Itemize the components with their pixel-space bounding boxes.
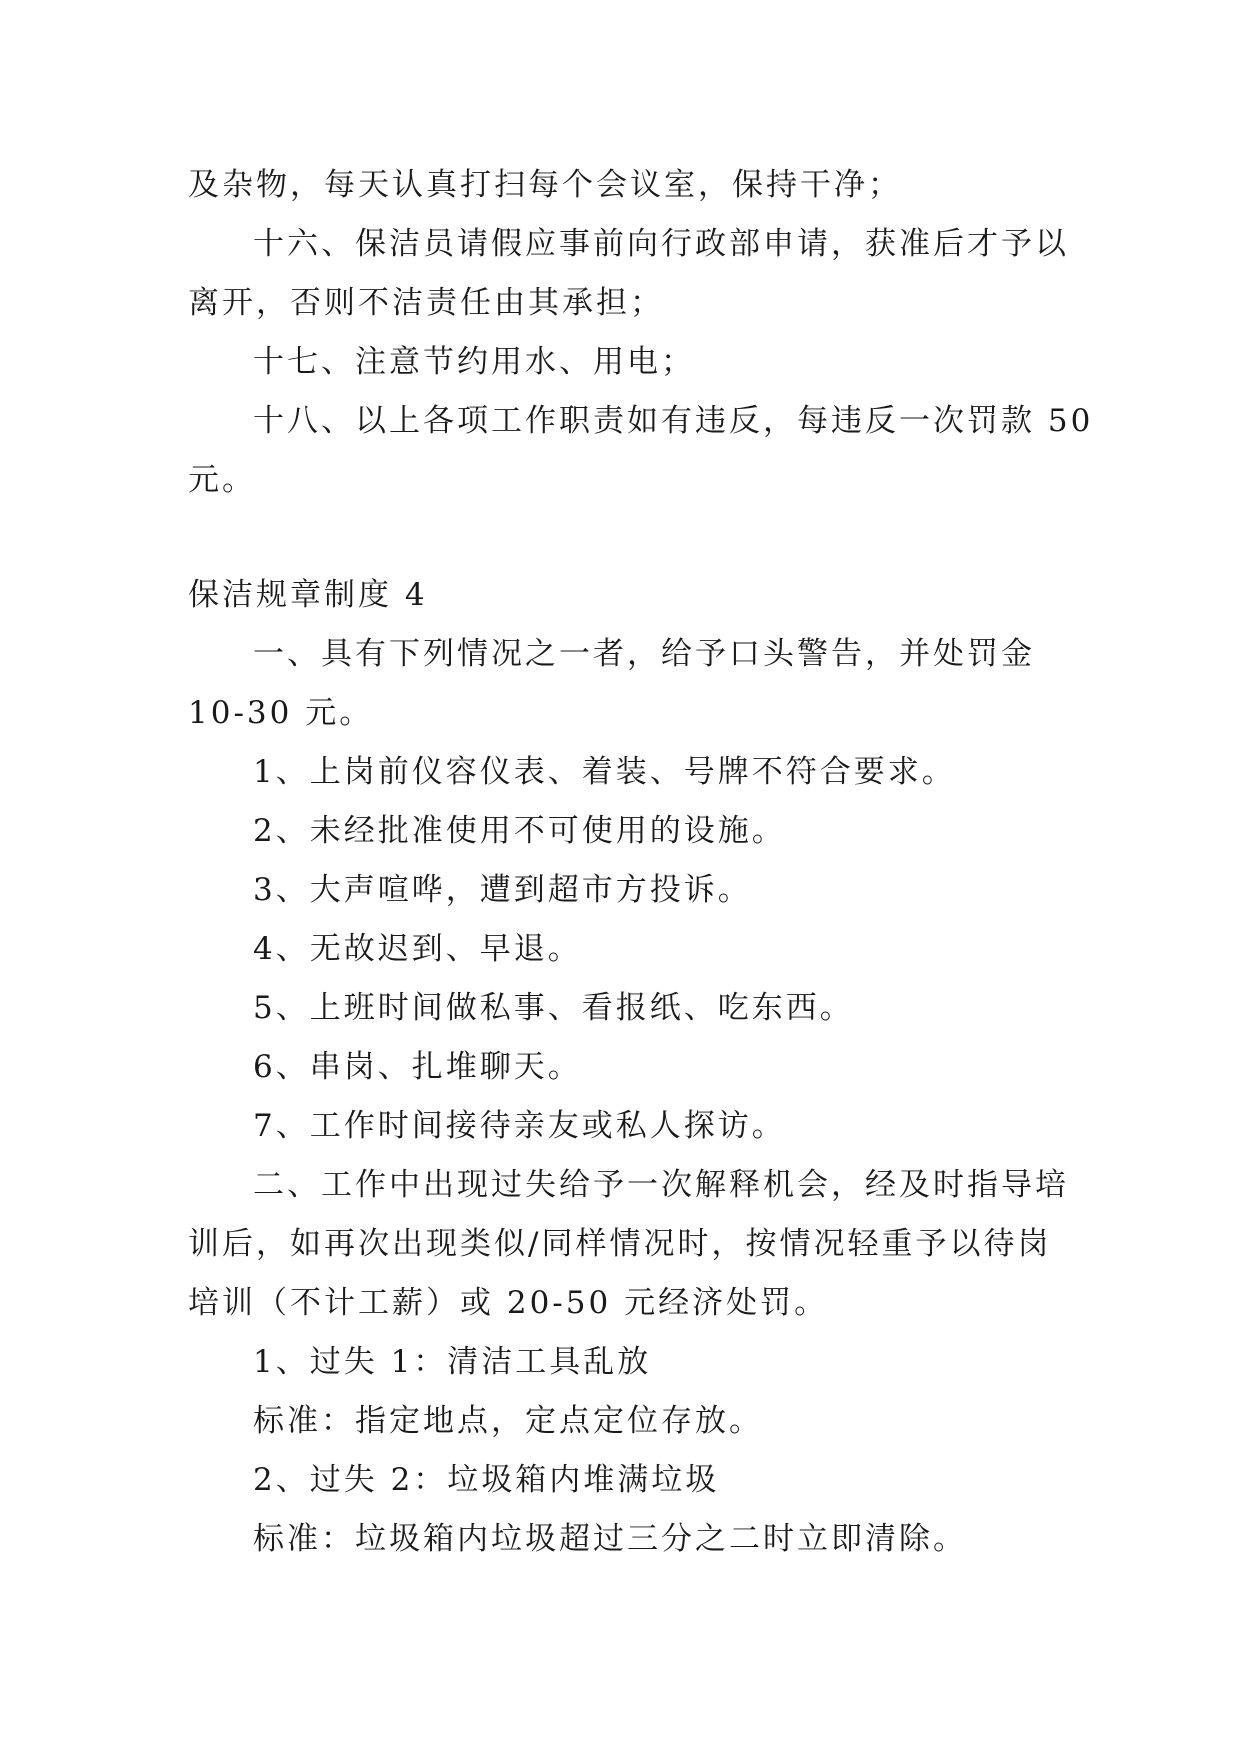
text-line: 标准：垃圾箱内垃圾超过三分之二时立即清除。 — [253, 1521, 967, 1557]
list-item: 7、工作时间接待亲友或私人探访。 — [253, 1108, 786, 1144]
text-line: 元。 — [188, 462, 256, 498]
text-line: 离开，否则不洁责任由其承担； — [188, 285, 664, 321]
list-item: 4、无故迟到、早退。 — [253, 931, 582, 967]
text-line: 标准：指定地点，定点定位存放。 — [253, 1403, 763, 1439]
section-heading: 保洁规章制度 4 — [188, 577, 428, 613]
text-line: 10-30 元。 — [188, 695, 374, 731]
text-line: 培训（不计工薪）或 20-50 元经济处罚。 — [188, 1285, 829, 1321]
list-item: 6、串岗、扎堆聊天。 — [253, 1049, 582, 1085]
list-item: 1、过失 1：清洁工具乱放 — [253, 1344, 652, 1380]
text-line: 十七、注意节约用水、用电； — [253, 344, 695, 380]
list-item: 2、过失 2：垃圾箱内堆满垃圾 — [253, 1462, 720, 1498]
list-item: 2、未经批准使用不可使用的设施。 — [253, 813, 786, 849]
text-line: 及杂物，每天认真打扫每个会议室，保持干净； — [188, 167, 902, 203]
text-line: 十六、保洁员请假应事前向行政部申请，获准后才予以 — [253, 226, 1069, 262]
list-item: 1、上岗前仪容仪表、着装、号牌不符合要求。 — [253, 754, 956, 790]
text-line: 二、工作中出现过失给予一次解释机会，经及时指导培 — [253, 1167, 1069, 1203]
list-item: 3、大声喧哗，遭到超市方投诉。 — [253, 872, 752, 908]
list-item: 5、上班时间做私事、看报纸、吃东西。 — [253, 990, 854, 1026]
text-line: 一、具有下列情况之一者，给予口头警告，并处罚金 — [253, 636, 1035, 672]
text-line: 训后，如再次出现类似/同样情况时，按情况轻重予以待岗 — [188, 1226, 1052, 1262]
text-line: 十八、以上各项工作职责如有违反，每违反一次罚款 50 — [253, 403, 1094, 439]
